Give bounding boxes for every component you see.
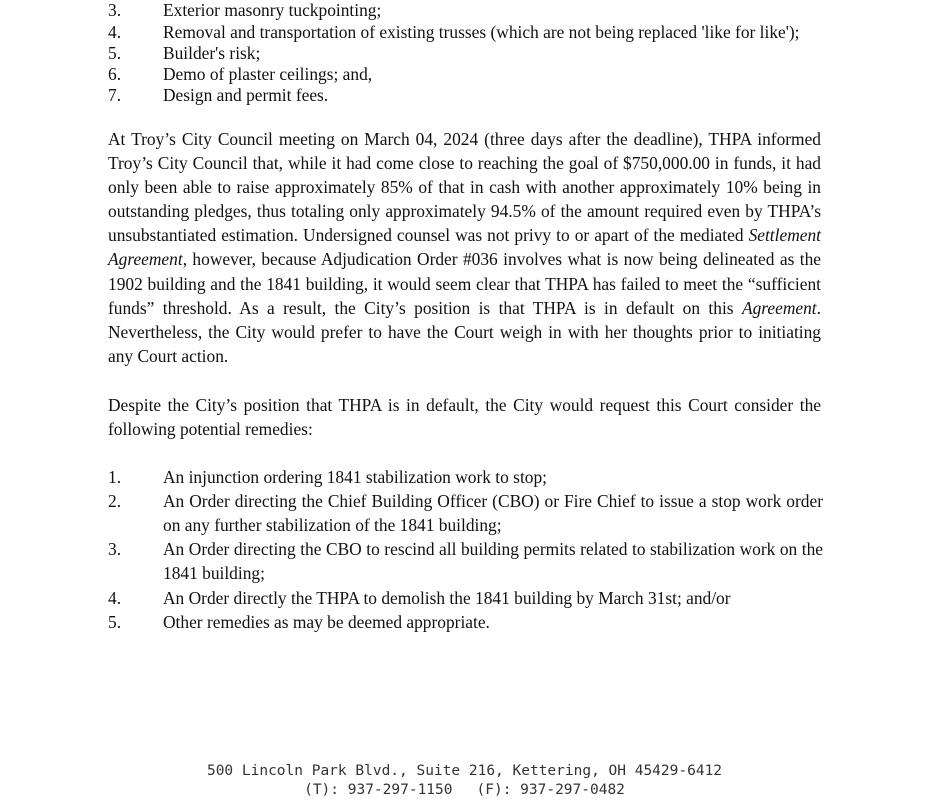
list-item <box>108 83 823 107</box>
footer-fax: (F): 937-297-0482 <box>476 782 625 798</box>
list-text: Other remedies as may be deemed appropriate. <box>163 612 490 632</box>
paragraph-text: . Nevertheless, the City would prefer to have the Court weigh in with her thoughts prior to initiating any Court action. <box>108 297 821 366</box>
paragraph-text: , however, because Adjudication Order #036 involves what is now being delineated as the 1902 building and the 1841 building, it would seem clear that THPA has failed to meet the “sufficient funds” threshold. As a result, the City’s position is that THPA is in default on this <box>108 249 821 318</box>
list-item <box>108 465 823 489</box>
list-number: 1. <box>108 467 122 487</box>
list-number: 5. <box>108 612 122 632</box>
list-text: An Order directly the THPA to demolish the 1841 building by March 31st; and/or <box>163 588 731 608</box>
list-text: An Order directing the CBO to rescind all building permits related to stabilization work on the 1841 building; <box>163 539 823 583</box>
footer-phone: (T): 937-297-1150 <box>304 782 453 798</box>
list-item <box>108 537 823 585</box>
footer-address: 500 Lincoln Park Blvd., Suite 216, Kettering, OH 45429-6412 <box>206 763 723 779</box>
body-paragraph: Despite the City’s position that THPA is in default, the City would request this Court consider the following potential remedies: <box>108 395 821 440</box>
footer-contact <box>0 781 929 800</box>
list-text: Demo of plaster ceilings; and, <box>163 64 373 84</box>
list-number: 4. <box>108 22 122 42</box>
list-number: 7. <box>108 85 122 105</box>
paragraph-italic-text: Agreement <box>741 297 817 318</box>
list-number: 3. <box>108 539 122 559</box>
list-item <box>108 610 823 634</box>
body-paragraph <box>108 127 821 368</box>
paragraph-text: At Troy’s City Council meeting on March 04, 2024 (three days after the deadline), THPA informed Troy’s City Council that, while it had come close to reaching the goal of $750,000.00 in funds, it had only been able to raise approximately 85% of that in cash with another approximately 10% being in outstanding pledges, thus totaling only approximately 94.5% of the amount required even by THPA’s unsubstantiated estimation. Undersigned counsel was not privy to or apart of the mediated <box>108 129 821 246</box>
paragraph-italic-text: Settlement Agreement <box>108 225 821 270</box>
list-number: 2. <box>108 491 122 511</box>
list-text: Exterior masonry tuckpointing; <box>163 0 382 20</box>
list-text: Design and permit fees. <box>163 85 329 105</box>
list-number: 4. <box>108 588 122 608</box>
list-item <box>108 489 823 537</box>
list-number: 6. <box>108 64 122 84</box>
list-text: Builder's risk; <box>163 43 261 63</box>
list-item <box>108 0 823 22</box>
list-number: 3. <box>108 0 122 20</box>
list-number: 5. <box>108 43 122 63</box>
list-text: Removal and transportation of existing trusses (which are not being replaced 'like for like'); <box>163 22 800 42</box>
list-text: An Order directing the Chief Building Officer (CBO) or Fire Chief to issue a stop work order on any further stabilization of the 1841 building; <box>163 491 823 535</box>
list-item <box>108 586 823 610</box>
list-text: An injunction ordering 1841 stabilization work to stop; <box>163 467 547 487</box>
